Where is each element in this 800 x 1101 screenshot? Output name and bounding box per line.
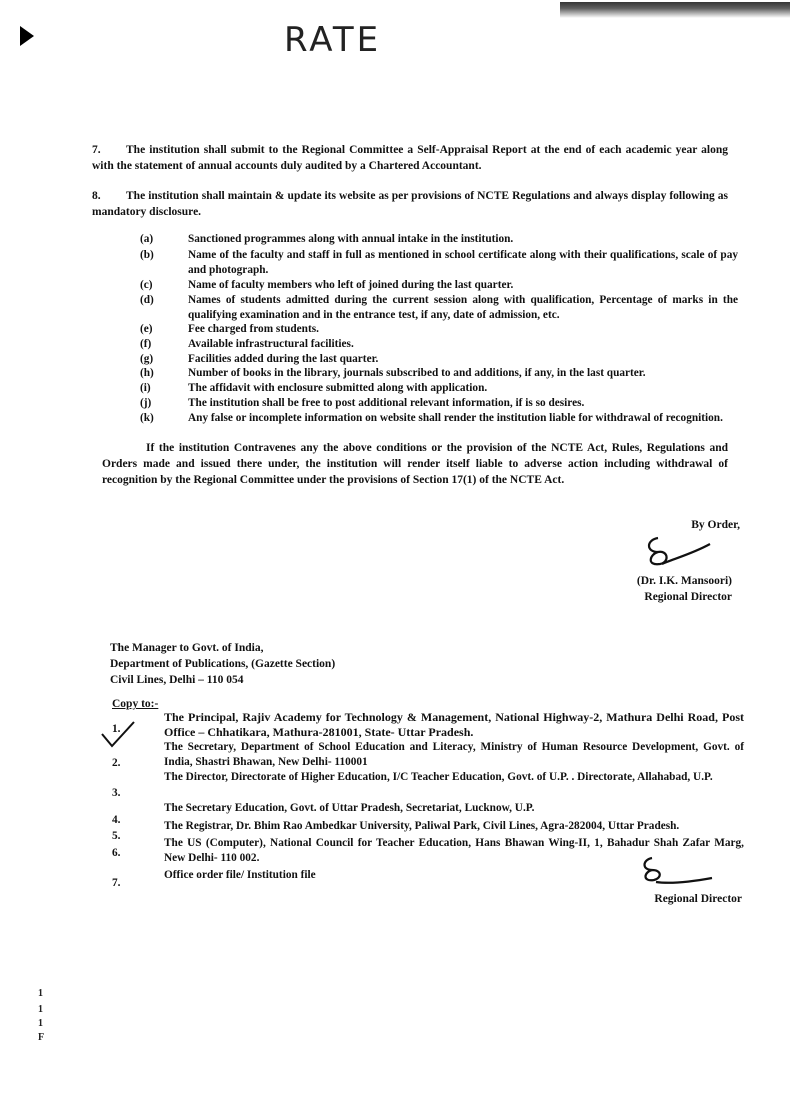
copy-to-heading: Copy to:-: [112, 698, 159, 710]
item-label: (i): [140, 382, 151, 394]
footer-designation: Regional Director: [654, 893, 742, 905]
handwritten-title: RATE: [284, 20, 382, 60]
copy-item-text: The Director, Directorate of Higher Education, I/C Teacher Education, Govt. of U.P. . Directorate, Allahabad, U.P.: [164, 771, 713, 783]
footer-signature-scribble: [640, 852, 720, 896]
item-text: Sanctioned programmes along with annual intake in the institution.: [188, 233, 514, 245]
clause-number: 8.: [92, 190, 101, 202]
item-text: Available infrastructural facilities.: [188, 338, 354, 350]
copy-item-number: 6.: [112, 847, 121, 859]
copy-item-text: The US (Computer), National Council for Teacher Education, Hans Bhawan Wing-II, 1, Bahadur Shah Zafar Marg, New Delhi- 110 002.: [164, 837, 744, 864]
copy-item-text: Office order file/ Institution file: [164, 869, 316, 881]
item-label: (e): [140, 323, 153, 335]
item-text: Number of books in the library, journals subscribed to and additions, if any, in the last quarter.: [188, 367, 646, 379]
copy-item-text: The Principal, Rajiv Academy for Technology & Management, National Highway-2, Mathura Delhi Road, Post Office – Chhatikara, Mathura-281001, State- Uttar Pradesh.: [164, 710, 744, 739]
item-text: Name of faculty members who left of joined during the last quarter.: [188, 279, 514, 291]
copy-item-number: 3.: [112, 787, 121, 799]
copy-item-text: The Secretary Education, Govt. of Uttar Pradesh, Secretariat, Lucknow, U.P.: [164, 802, 535, 814]
item-text: The institution shall be free to post additional relevant information, if is so desires.: [188, 397, 585, 409]
item-label: (j): [140, 397, 152, 409]
copy-item-number: 2.: [112, 757, 121, 769]
item-label: (d): [140, 294, 154, 306]
scan-edge-shadow: [560, 2, 790, 18]
copy-item-text: The Secretary, Department of School Education and Literacy, Ministry of Human Resource Development, Govt. of India, Shastri Bhawan, New Delhi- 110001: [164, 741, 744, 768]
by-order-text: By Order,: [691, 519, 740, 531]
copy-item-number: 5.: [112, 830, 121, 842]
item-text: Name of the faculty and staff in full as mentioned in school certificate along with their qualifications, scale of pay and photograph.: [188, 249, 738, 276]
clause-text: The institution shall maintain & update its website as per provisions of NCTE Regulations and always display following as mandatory disclosure.: [92, 190, 728, 218]
clause-text: The institution shall submit to the Regional Committee a Self-Appraisal Report at the end of each academic year along with the statement of annual accounts duly audited by a Chartered Accountant.: [92, 144, 728, 172]
item-text: The affidavit with enclosure submitted along with application.: [188, 382, 488, 394]
item-label: (a): [140, 233, 154, 245]
signatory-name: (Dr. I.K. Mansoori): [636, 575, 732, 587]
item-label: (b): [140, 249, 154, 261]
margin-mark: 1: [38, 988, 43, 999]
copy-item-number: 4.: [112, 814, 121, 826]
margin-mark: 1: [38, 1018, 43, 1029]
copy-item-number: 7.: [112, 877, 121, 889]
item-label: (h): [140, 367, 154, 379]
clause-7: [92, 142, 728, 174]
copy-item-number: 1.: [112, 723, 121, 735]
item-text: Facilities added during the last quarter.: [188, 353, 379, 365]
addressee-line: The Manager to Govt. of India,: [110, 642, 264, 654]
scan-corner-arrow: [20, 26, 34, 46]
item-text: Fee charged from students.: [188, 323, 319, 335]
item-text: Any false or incomplete information on website shall render the institution liable for withdrawal of recognition.: [188, 412, 723, 424]
addressee-line: Department of Publications, (Gazette Section): [110, 658, 336, 670]
item-text: Names of students admitted during the current session along with qualification, Percentage of marks in the qualifying examination and in the entrance test, if any, date of admission, etc.: [188, 294, 738, 321]
item-label: (c): [140, 279, 153, 291]
item-label: (k): [140, 412, 154, 424]
copy-item-text: The Registrar, Dr. Bhim Rao Ambedkar University, Paliwal Park, Civil Lines, Agra-282004, Uttar Pradesh.: [164, 820, 680, 832]
closing-paragraph: If the institution Contravenes any the above conditions or the provision of the NCTE Act, Rules, Regulations and Orders made and issued there under, the institution will render itself liable to adverse action including withdrawal of recognition by the Regional Committee under the provisions of Section 17(1) of the NCTE Act.: [102, 442, 728, 486]
margin-mark: F: [38, 1032, 45, 1043]
addressee-block: [110, 640, 430, 688]
item-label: (f): [140, 338, 152, 350]
signatory-designation: Regional Director: [644, 591, 732, 603]
clause-8: [92, 188, 728, 220]
item-label: (g): [140, 353, 154, 365]
margin-mark: 1: [38, 1004, 43, 1015]
signature-scribble: [640, 530, 720, 580]
clause-number: 7.: [92, 144, 101, 156]
addressee-line: Civil Lines, Delhi – 110 054: [110, 674, 244, 686]
